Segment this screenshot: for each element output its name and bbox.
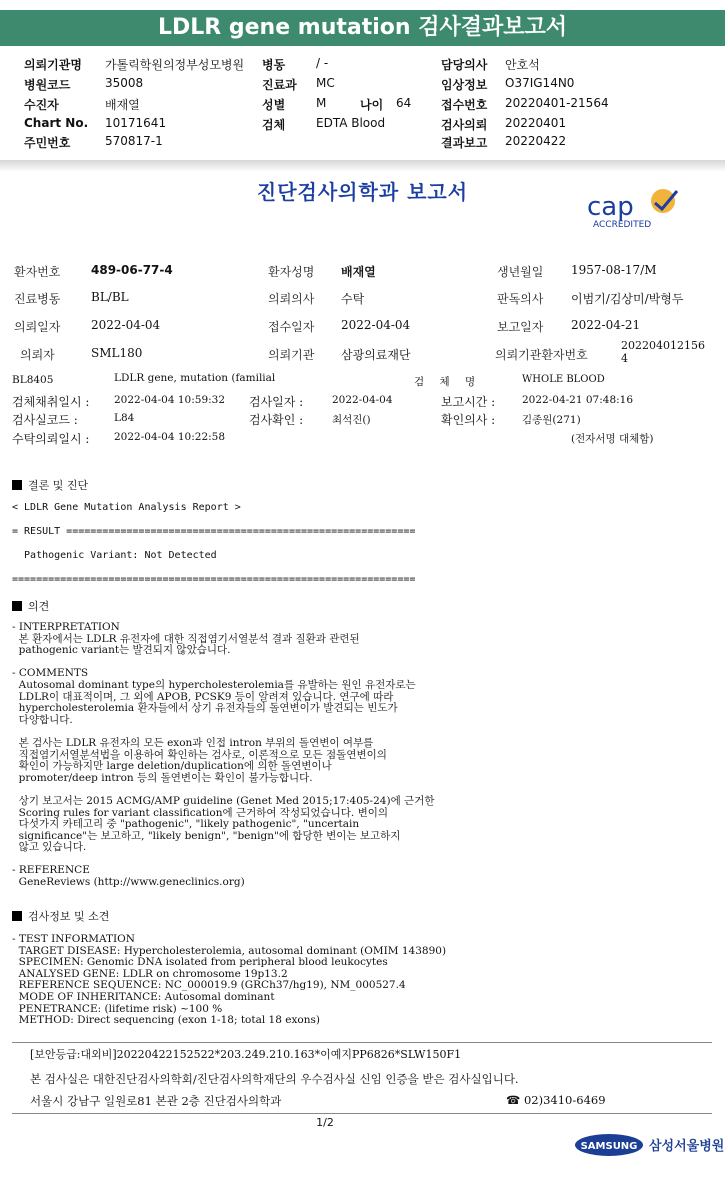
ward-label: 병동 — [262, 58, 286, 72]
rrn-value: 570817-1 — [105, 134, 163, 148]
footer-box — [12, 1042, 712, 1114]
cap-accredited-text: ACCREDITED — [593, 220, 652, 230]
samsung-hospital-logo — [575, 1133, 725, 1157]
specimen-value: EDTA Blood — [316, 116, 386, 130]
request-value: 20220401 — [505, 116, 567, 130]
test-info-heading: 검사정보 및 소견 — [12, 908, 109, 924]
chart-label: Chart No. — [24, 116, 89, 130]
patient-value: 배재열 — [105, 98, 140, 112]
patient-no-label: 환자번호 — [14, 265, 61, 279]
requester-label: 의뢰자 — [20, 348, 55, 362]
institution-value: 가톨릭학원의정부성모병원 — [105, 58, 245, 72]
rcv-date-label: 접수일자 — [268, 320, 315, 334]
section-divider — [0, 160, 725, 172]
doctor-label: 담당의사 — [441, 58, 488, 72]
clinical-label: 임상정보 — [441, 78, 488, 92]
read-doctor-label: 판독의사 — [497, 292, 544, 306]
dept-ward-value: BL/BL — [91, 290, 129, 304]
specimen-name-value: WHOLE BLOOD — [522, 374, 605, 385]
chart-value: 10171641 — [105, 116, 167, 130]
confirm-label: 검사확인 : — [249, 413, 304, 427]
section-box-icon — [12, 601, 22, 611]
hospital-code-label: 병원코드 — [24, 78, 71, 92]
confirm-doc-label: 확인의사 : — [441, 413, 496, 427]
clinical-value: O37IG14N0 — [505, 76, 575, 90]
section-box-icon — [12, 480, 22, 490]
confirm-doc-value: 김종원(271) — [522, 414, 581, 426]
cap-accredited-logo — [585, 183, 695, 231]
report-title: 진단검사의학과 보고서 — [256, 180, 469, 204]
rrn-label: 주민번호 — [24, 136, 71, 150]
doctor-value: 안호석 — [505, 58, 540, 72]
sex-value: M — [316, 96, 327, 110]
req-date-value: 2022-04-04 — [91, 318, 161, 332]
age-label: 나이 — [360, 98, 384, 112]
dept-label: 진료과 — [262, 78, 297, 92]
conclusion-body: < LDLR Gene Mutation Analysis Report > = RESULT ========================================================== Pathogenic Variant: Not Detected =================================================================== — [12, 502, 416, 585]
opinion-heading: 의견 — [12, 598, 49, 614]
req-inst-pt-value-2: 4 — [621, 352, 628, 365]
specimen-name-label: 검 체 명 — [414, 376, 482, 388]
rpt-date-label: 보고일자 — [497, 320, 544, 334]
rpt-date-value: 2022-04-21 — [571, 318, 641, 332]
collect-label: 검체채취일시 : — [12, 395, 90, 409]
report-header — [0, 10, 725, 46]
result-value: 20220422 — [505, 134, 567, 148]
top-info-block — [0, 50, 725, 160]
rcv-date-value: 2022-04-04 — [341, 318, 411, 332]
dept-ward-label: 진료병동 — [14, 292, 61, 306]
request-label: 검사의뢰 — [441, 118, 488, 132]
read-doctor-value: 이범기/김상미/박형두 — [571, 292, 684, 306]
ward-value: / - — [316, 56, 329, 70]
req-doctor-label: 의뢰의사 — [268, 292, 315, 306]
test-info-body: - TEST INFORMATION TARGET DISEASE: Hypercholesterolemia, autosomal dominant (OMIM 143890) SPECIMEN: Genomic DNA isolated from peripheral blood leukocytes ANALYSED GENE: LDLR on chromosome 19p13.2 REFERENCE SEQUENCE: NC_000019.9 (GRCh37/hg19), NM_000527.4 MODE OF INHERITANCE: Autosomal dominant PENETRANCE: (lifetime risk) ~100 % METHOD: Direct sequencing (exon 1-18; total 18 exons) — [12, 933, 447, 1027]
opinion-body: - INTERPRETATION 본 환자에서는 LDLR 유전자에 대한 직접염기서열분석 결과 질환과 관련된 pathogenic variant는 발견되지 않았습니다. - COMMENTS Autosomal dominant type의 hypercholesterolemia를 유발하는 원인 유전자로는 LDLR이 대표적이며, 그 외에 APOB, PCSK9 등이 알려져 있습니다. 연구에 따라 hypercholesterolemia 환자들에서 상기 유전자들의 돌연변이가 발견되는 빈도가 다양합니다. 본 검사는 LDLR 유전자의 모든 exon과 인접 intron 부위의 돌연변이 여부를 직접염기서열분석법을 이용하여 확인하는 검사로, 이론적으로 모든 점돌연변이의 확인이 가능하지만 large deletion/duplication에 의한 돌연변이나 promoter/deep intron 등의 돌연변이는 확인이 불가능합니다. 상기 보고서는 2015 ACMG/AMP guideline (Genet Med 2015;17:405-24)에 근거한 Scoring rules for variant classification에 근거하여 작성되었습니다. 변이의 다섯가지 카테고리 중 "pathogenic", "likely pathogenic", "uncertain significance"는 보고하고, "likely benign", "benign"에 합당한 변이는 보고하지 않고 있습니다. - REFERENCE GeneReviews (http://www.geneclinics.org) — [12, 621, 435, 889]
result-label: 결과보고 — [441, 136, 488, 150]
page-number: 1/2 — [316, 1116, 334, 1129]
req-inst-label: 의뢰기관 — [268, 348, 315, 362]
hospital-code-value: 35008 — [105, 76, 144, 90]
collect-value: 2022-04-04 10:59:32 — [114, 394, 226, 406]
address-line: 서울시 강남구 일원로81 본관 2층 진단검사의학과 — [30, 1094, 282, 1108]
age-value: 64 — [396, 96, 412, 110]
dept-value: MC — [316, 76, 335, 90]
report-time-label: 보고시간 : — [441, 395, 496, 409]
requester-value: SML180 — [91, 346, 143, 360]
header-title: LDLR gene mutation 검사결과보고서 — [157, 15, 567, 40]
patient-no-value: 489-06-77-4 — [91, 263, 173, 277]
test-date-label: 검사일자 : — [249, 395, 304, 409]
receipt-value: 20220401-21564 — [505, 96, 609, 110]
dob-label: 생년월일 — [497, 265, 544, 279]
section-box-icon — [12, 911, 22, 921]
req-doctor-value: 수탁 — [341, 292, 365, 306]
cap-logo-text: cap — [587, 192, 634, 222]
req-inst-value: 삼광의료재단 — [341, 348, 411, 362]
security-line: [보안등급:대외비]20220422152522*203.249.210.163*이예지PP6826*SLW150F1 — [30, 1048, 462, 1061]
e-sign-note: (전자서명 대체함) — [571, 433, 654, 445]
conclusion-heading: 결론 및 진단 — [12, 477, 88, 493]
test-date-value: 2022-04-04 — [332, 394, 393, 406]
lab-code-label: 검사실코드 : — [12, 413, 78, 427]
sex-label: 성별 — [262, 98, 286, 112]
receipt-label: 접수번호 — [441, 98, 488, 112]
phone-line: ☎ 02)3410-6469 — [506, 1093, 606, 1107]
patient-name-label: 환자성명 — [268, 265, 315, 279]
outsource-label: 수탁의뢰일시 : — [12, 432, 90, 446]
phone-icon: ☎ — [506, 1093, 524, 1107]
patient-name-value: 배재열 — [341, 265, 376, 279]
req-inst-pt-value-1: 202204012156 — [621, 339, 705, 352]
patient-label: 수진자 — [24, 98, 59, 112]
report-time-value: 2022-04-21 07:48:16 — [522, 394, 634, 406]
test-name: LDLR gene, mutation (familial — [114, 372, 276, 384]
cert-line: 본 검사실은 대한진단검사의학회/진단검사의학재단의 우수검사실 신임 인증을 받은 검사실입니다. — [30, 1072, 519, 1086]
lab-code-value: L84 — [114, 412, 135, 424]
hospital-name: 삼성서울병원 — [649, 1139, 725, 1154]
outsource-value: 2022-04-04 10:22:58 — [114, 431, 226, 443]
req-date-label: 의뢰일자 — [14, 320, 61, 334]
confirm-value: 최석진() — [332, 414, 371, 426]
samsung-logo-text: SAMSUNG — [580, 1141, 638, 1152]
dob-value: 1957-08-17/M — [571, 263, 657, 277]
institution-label: 의뢰기관명 — [24, 58, 82, 72]
test-code: BL8405 — [12, 374, 54, 386]
req-inst-pt-label: 의뢰기관환자번호 — [495, 348, 588, 362]
specimen-label: 검체 — [262, 118, 286, 132]
